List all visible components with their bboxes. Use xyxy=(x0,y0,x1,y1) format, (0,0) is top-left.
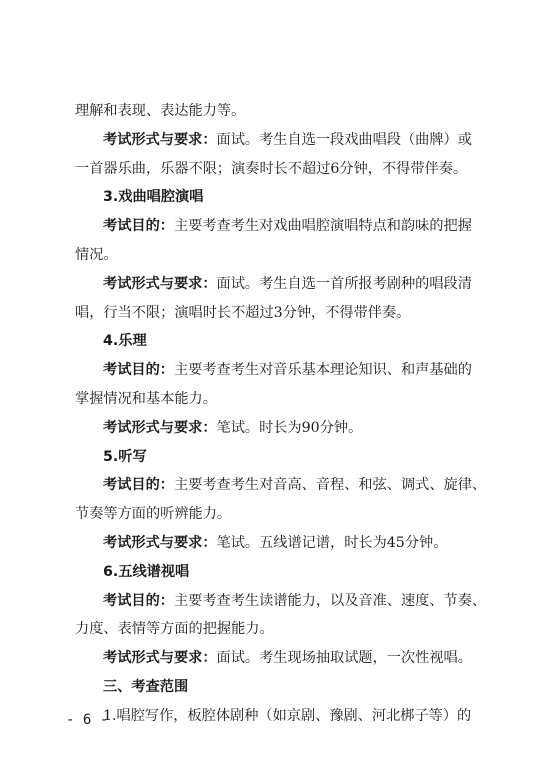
exam-format-line: 考试形式与要求：面试。考生自选一段戏曲唱段（曲牌）或 xyxy=(103,131,472,148)
exam-format-line: 考试形式与要求：面试。考生自选一首所报考剧种的唱段清 xyxy=(103,275,472,292)
body-line xyxy=(103,706,508,726)
body-line-text: 1.唱腔写作，板腔体剧种（如京剧、豫剧、河北梆子等）的 xyxy=(103,707,472,724)
exam-purpose-line: 考试目的：主要考查考生对音乐基本理论知识、和声基础的 xyxy=(103,362,472,379)
exam-format-line: 考试形式与要求：面试。考生现场抽取试题，一次性视唱。 xyxy=(103,650,472,667)
section-heading-4: 4.乐理 xyxy=(103,333,147,350)
body-line: 力度、表情等方面的把握能力。 xyxy=(75,621,274,638)
section-heading-scope-text: 三、考查范围 xyxy=(103,679,189,695)
section-heading-5: 5.听写 xyxy=(103,448,147,465)
exam-purpose-line: 考试目的：主要考查考生读谱能力，以及音准、速度、节奏、 xyxy=(103,592,487,609)
body-line: 理解和表现、表达能力等。 xyxy=(75,103,246,119)
exam-format-line: 考试形式与要求：笔试。五线谱记谱，时长为45分钟。 xyxy=(103,535,448,551)
body-line: 唱，行当不限；演唱时长不超过3分钟，不得带伴奏。 xyxy=(75,304,411,321)
body-line: 掌握情况和基本能力。 xyxy=(75,391,217,407)
body-line: 一首器乐曲，乐器不限；演奏时长不超过6分钟，不得带伴奏。 xyxy=(75,160,468,177)
section-heading-6: 6.五线谱视唱 xyxy=(103,563,190,580)
section-heading-scope xyxy=(103,677,508,697)
exam-format-line: 考试形式与要求：笔试。时长为90分钟。 xyxy=(103,419,363,436)
page-number: - 6 - xyxy=(66,712,109,728)
body-line: 节奏等方面的听辨能力。 xyxy=(75,506,232,523)
exam-purpose-line: 考试目的：主要考查考生对戏曲唱腔演唱特点和韵味的把握 xyxy=(103,218,472,235)
section-heading-3: 3.戏曲唱腔演唱 xyxy=(103,189,204,206)
body-line: 情况。 xyxy=(75,247,118,263)
exam-purpose-line: 考试目的：主要考查考生对音高、音程、和弦、调式、旋律、 xyxy=(103,477,487,494)
